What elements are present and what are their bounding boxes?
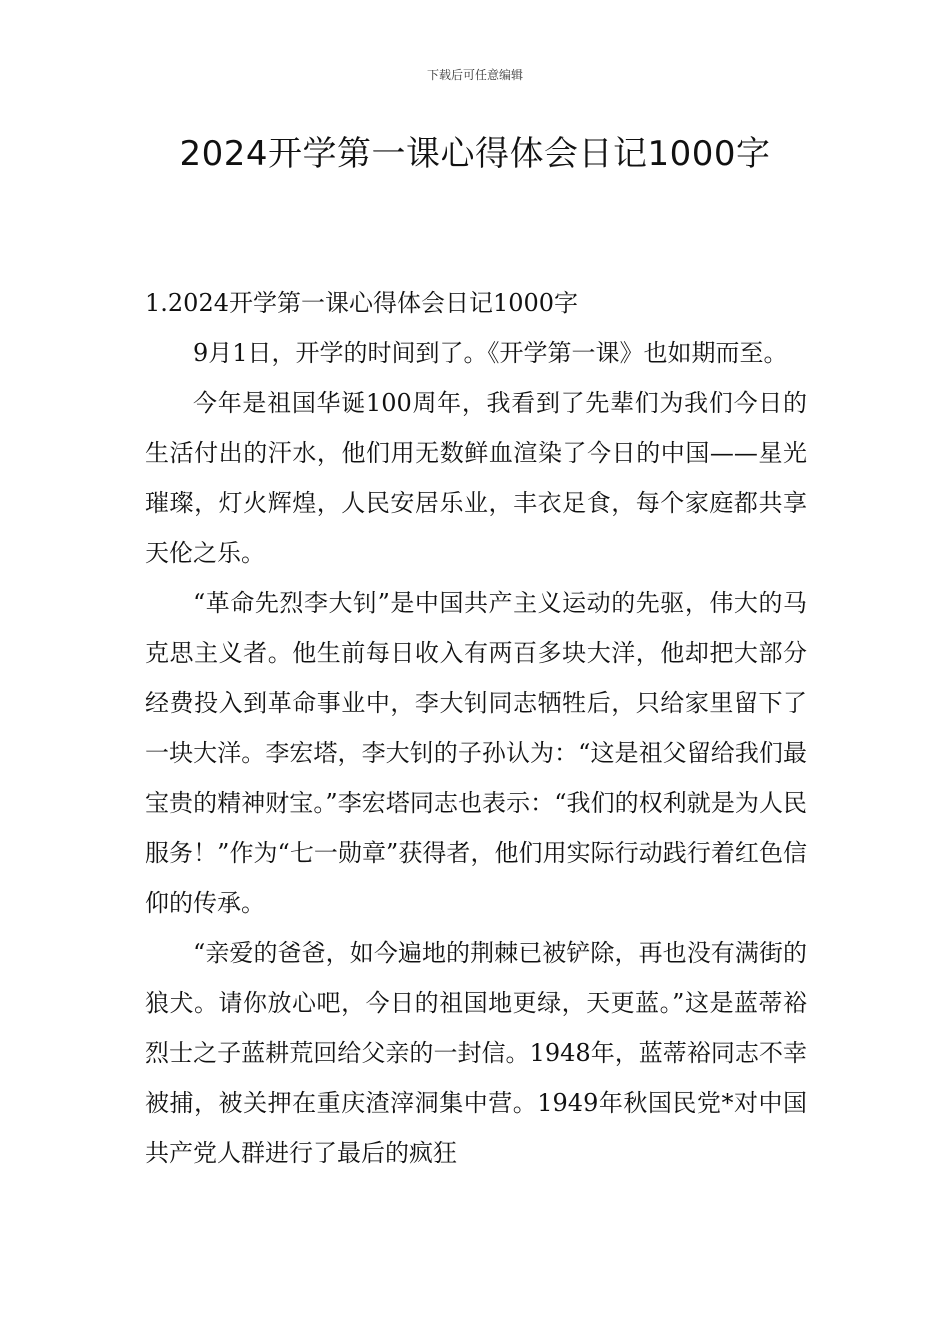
paragraph-1: 9月1日，开学的时间到了。《开学第一课》也如期而至。 [193,339,788,367]
paragraph-2: 今年是祖国华诞100周年，我看到了先辈们为我们今日的生活付出的汗水，他们用无数鲜血渲染了今日的中国——星光璀璨，灯火辉煌，人民安居乐业，丰衣足食，每个家庭都共享天伦之乐。 [145,389,807,567]
document-body [145,278,807,1178]
header-note: 下载后可任意编辑 [426,68,523,82]
paragraph-3: “革命先烈李大钊”是中国共产主义运动的先驱，伟大的马克思主义者。他生前每日收入有两百多块大洋，他却把大部分经费投入到革命事业中，李大钊同志牺牲后，只给家里留下了一块大洋。李宏塔，李大钊的子孙认为：“这是祖父留给我们最宝贵的精神财宝。”李宏塔同志也表示：“我们的权利就是为人民服务！”作为“七一勋章”获得者，他们用实际行动践行着红色信仰的传承。 [145,589,807,917]
section-heading: 1.2024开学第一课心得体会日记1000字 [145,289,579,317]
document-title: 2024开学第一课心得体会日记1000字 [179,134,771,174]
paragraph-4: “亲爱的爸爸，如今遍地的荆棘已被铲除，再也没有满街的狼犬。请你放心吧，今日的祖国地更绿，天更蓝。”这是蓝蒂裕烈士之子蓝耕荒回给父亲的一封信。1948年，蓝蒂裕同志不幸被捕，被关押在重庆渣滓洞集中营。1949年秋国民党*对中国共产党人群进行了最后的疯狂 [145,939,807,1167]
